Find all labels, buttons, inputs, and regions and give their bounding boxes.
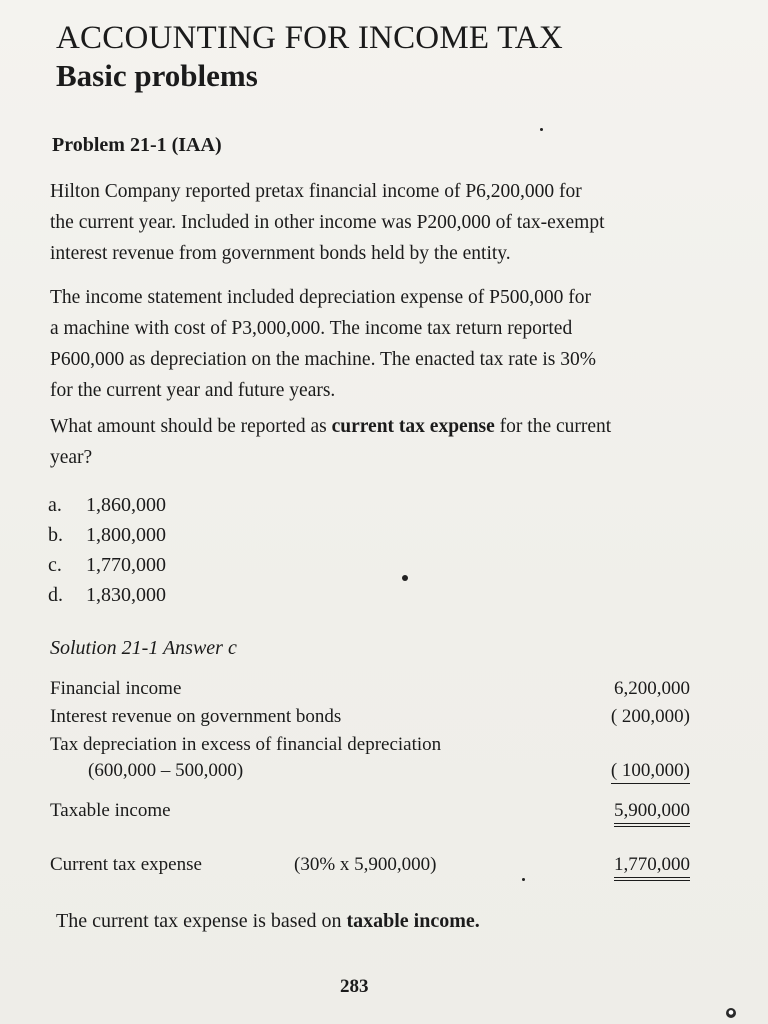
paragraph-line: The income statement included depreciation expense of P500,000 for bbox=[50, 287, 591, 308]
row-amount: ( 100,000) bbox=[611, 760, 690, 784]
row-label: Interest revenue on government bonds bbox=[50, 706, 342, 727]
option-value: 1,860,000 bbox=[86, 494, 166, 516]
scanner-badge-icon: ● bbox=[726, 1008, 736, 1018]
row-label: Current tax expense bbox=[50, 854, 202, 875]
chapter-title: ACCOUNTING FOR INCOME TAX bbox=[56, 20, 563, 56]
question-text-after: for the current bbox=[494, 416, 612, 437]
row-amount: 5,900,000 bbox=[614, 800, 690, 827]
option-d bbox=[48, 580, 166, 610]
option-letter: a. bbox=[48, 494, 62, 516]
print-speck bbox=[522, 878, 525, 881]
paragraph-line: P600,000 as depreciation on the machine. The enacted tax rate is 30% bbox=[50, 349, 596, 370]
question-emphasis: current tax expense bbox=[331, 416, 495, 437]
row-label: (600,000 – 500,000) bbox=[88, 760, 244, 781]
answer-options bbox=[48, 490, 166, 610]
question-line-2: year? bbox=[50, 447, 93, 468]
option-letter: d. bbox=[48, 584, 63, 606]
question-line-1 bbox=[50, 411, 700, 442]
row-label: Taxable income bbox=[50, 800, 171, 821]
page-number: 283 bbox=[340, 976, 369, 997]
paragraph-line: interest revenue from government bonds held by the entity. bbox=[50, 243, 511, 264]
print-speck bbox=[540, 128, 543, 131]
question-text-before: What amount should be reported as bbox=[50, 416, 332, 437]
option-letter: c. bbox=[48, 554, 62, 576]
closing-emphasis: taxable income. bbox=[346, 910, 480, 932]
option-value: 1,770,000 bbox=[86, 554, 166, 576]
problem-heading: Problem 21-1 (IAA) bbox=[52, 134, 222, 156]
option-c bbox=[48, 550, 166, 580]
question-text bbox=[50, 411, 700, 473]
print-speck bbox=[402, 575, 408, 581]
option-value: 1,830,000 bbox=[86, 584, 166, 606]
problem-paragraph-2 bbox=[50, 282, 700, 406]
paragraph-line: Hilton Company reported pretax financial income of P6,200,000 for bbox=[50, 181, 582, 202]
option-value: 1,800,000 bbox=[86, 524, 166, 546]
option-a bbox=[48, 490, 166, 520]
paragraph-line: the current year. Included in other income was P200,000 of tax-exempt bbox=[50, 212, 605, 233]
problem-paragraph-1 bbox=[50, 176, 700, 269]
closing-text: The current tax expense is based on bbox=[56, 910, 347, 932]
row-amount: 1,770,000 bbox=[614, 854, 690, 881]
row-label: Financial income bbox=[50, 678, 182, 699]
option-letter: b. bbox=[48, 524, 63, 546]
section-subtitle: Basic problems bbox=[56, 58, 258, 93]
option-b bbox=[48, 520, 166, 550]
row-amount: ( 200,000) bbox=[610, 706, 690, 727]
paragraph-line: a machine with cost of P3,000,000. The income tax return reported bbox=[50, 318, 573, 339]
row-amount: 6,200,000 bbox=[614, 678, 690, 699]
row-computation: (30% x 5,900,000) bbox=[294, 854, 437, 875]
solution-heading: Solution 21-1 Answer c bbox=[50, 637, 237, 659]
row-label: Tax depreciation in excess of financial depreciation bbox=[50, 734, 442, 755]
paragraph-line: for the current year and future years. bbox=[50, 380, 336, 401]
closing-statement bbox=[56, 910, 480, 933]
